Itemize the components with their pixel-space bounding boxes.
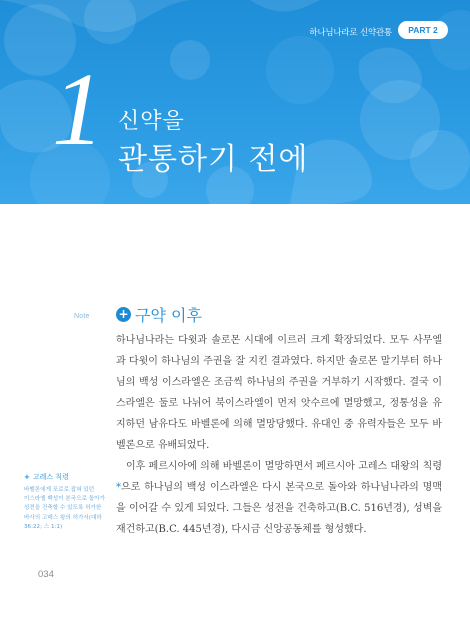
- sidenote-title: [24, 472, 114, 482]
- note-tag: Note: [74, 313, 90, 320]
- paragraph-2-part-2: 으로 하나님의 백성 이스라엘은 다시 본국으로 돌아와 하나님나라의 명맥을 이어갈 수 있게 되었다. 그들은 성전을 건축하고(B.C. 516년경), 성벽을 재건하고(B.C. 445년경), 다시금 신앙공동체를 형성했다.: [116, 482, 442, 535]
- footnote-marker: *: [116, 482, 121, 493]
- chapter-number: 1: [52, 52, 104, 167]
- sidenote: [24, 472, 114, 532]
- section-heading-text: 구약 이후: [135, 305, 202, 325]
- paragraph-1: 하나님나라는 다윗과 솔로몬 시대에 이르러 크게 확장되었다. 모두 사무엘과 다윗이 하나님의 주권을 잘 지킨 결과였다. 하지만 솔로몬 말기부터 하나님의 백성 이스라엘은 조금씩 하나님의 주권을 거부하기 시작했다. 결국 이스라엘은 둘로 나뉘어 북이스라엘이 먼저 앗수르에 멸망했고, 정통성을 유지하던 남유다도 바벨론에 의해 멸망당했다. 유대인 중 유력자들은 모두 바벨론으로 유배되었다.: [116, 335, 442, 451]
- book-section-label: 하나님나라로 신약관통: [309, 28, 392, 38]
- chapter-title-line-1: 신약을: [118, 109, 185, 134]
- chapter-banner: [0, 0, 470, 204]
- paragraph-2: [116, 456, 442, 540]
- section-heading: [116, 303, 202, 325]
- sidenote-title-text: 고레스 칙령: [32, 473, 69, 481]
- page-number: 034: [38, 569, 54, 580]
- plus-icon: +: [24, 473, 30, 481]
- body-text: [116, 330, 442, 540]
- sidenote-body: 바벨론에게 포로로 잡혀 있던 이스라엘 백성이 본국으로 돌아가 성전을 건축할 수 있도록 허가한 바사의 고레스 왕의 허가서(대하 36:22; 스 1:1): [24, 487, 105, 530]
- plus-circle-icon: +: [116, 307, 131, 322]
- chapter-title-line-2: 관통하기 전에: [118, 142, 309, 177]
- part-badge: PART 2: [398, 21, 448, 39]
- paragraph-2-part-1: 이후 페르시아에 의해 바벨론이 멸망하면서 페르시아 고레스 대왕의 칙령: [126, 461, 442, 472]
